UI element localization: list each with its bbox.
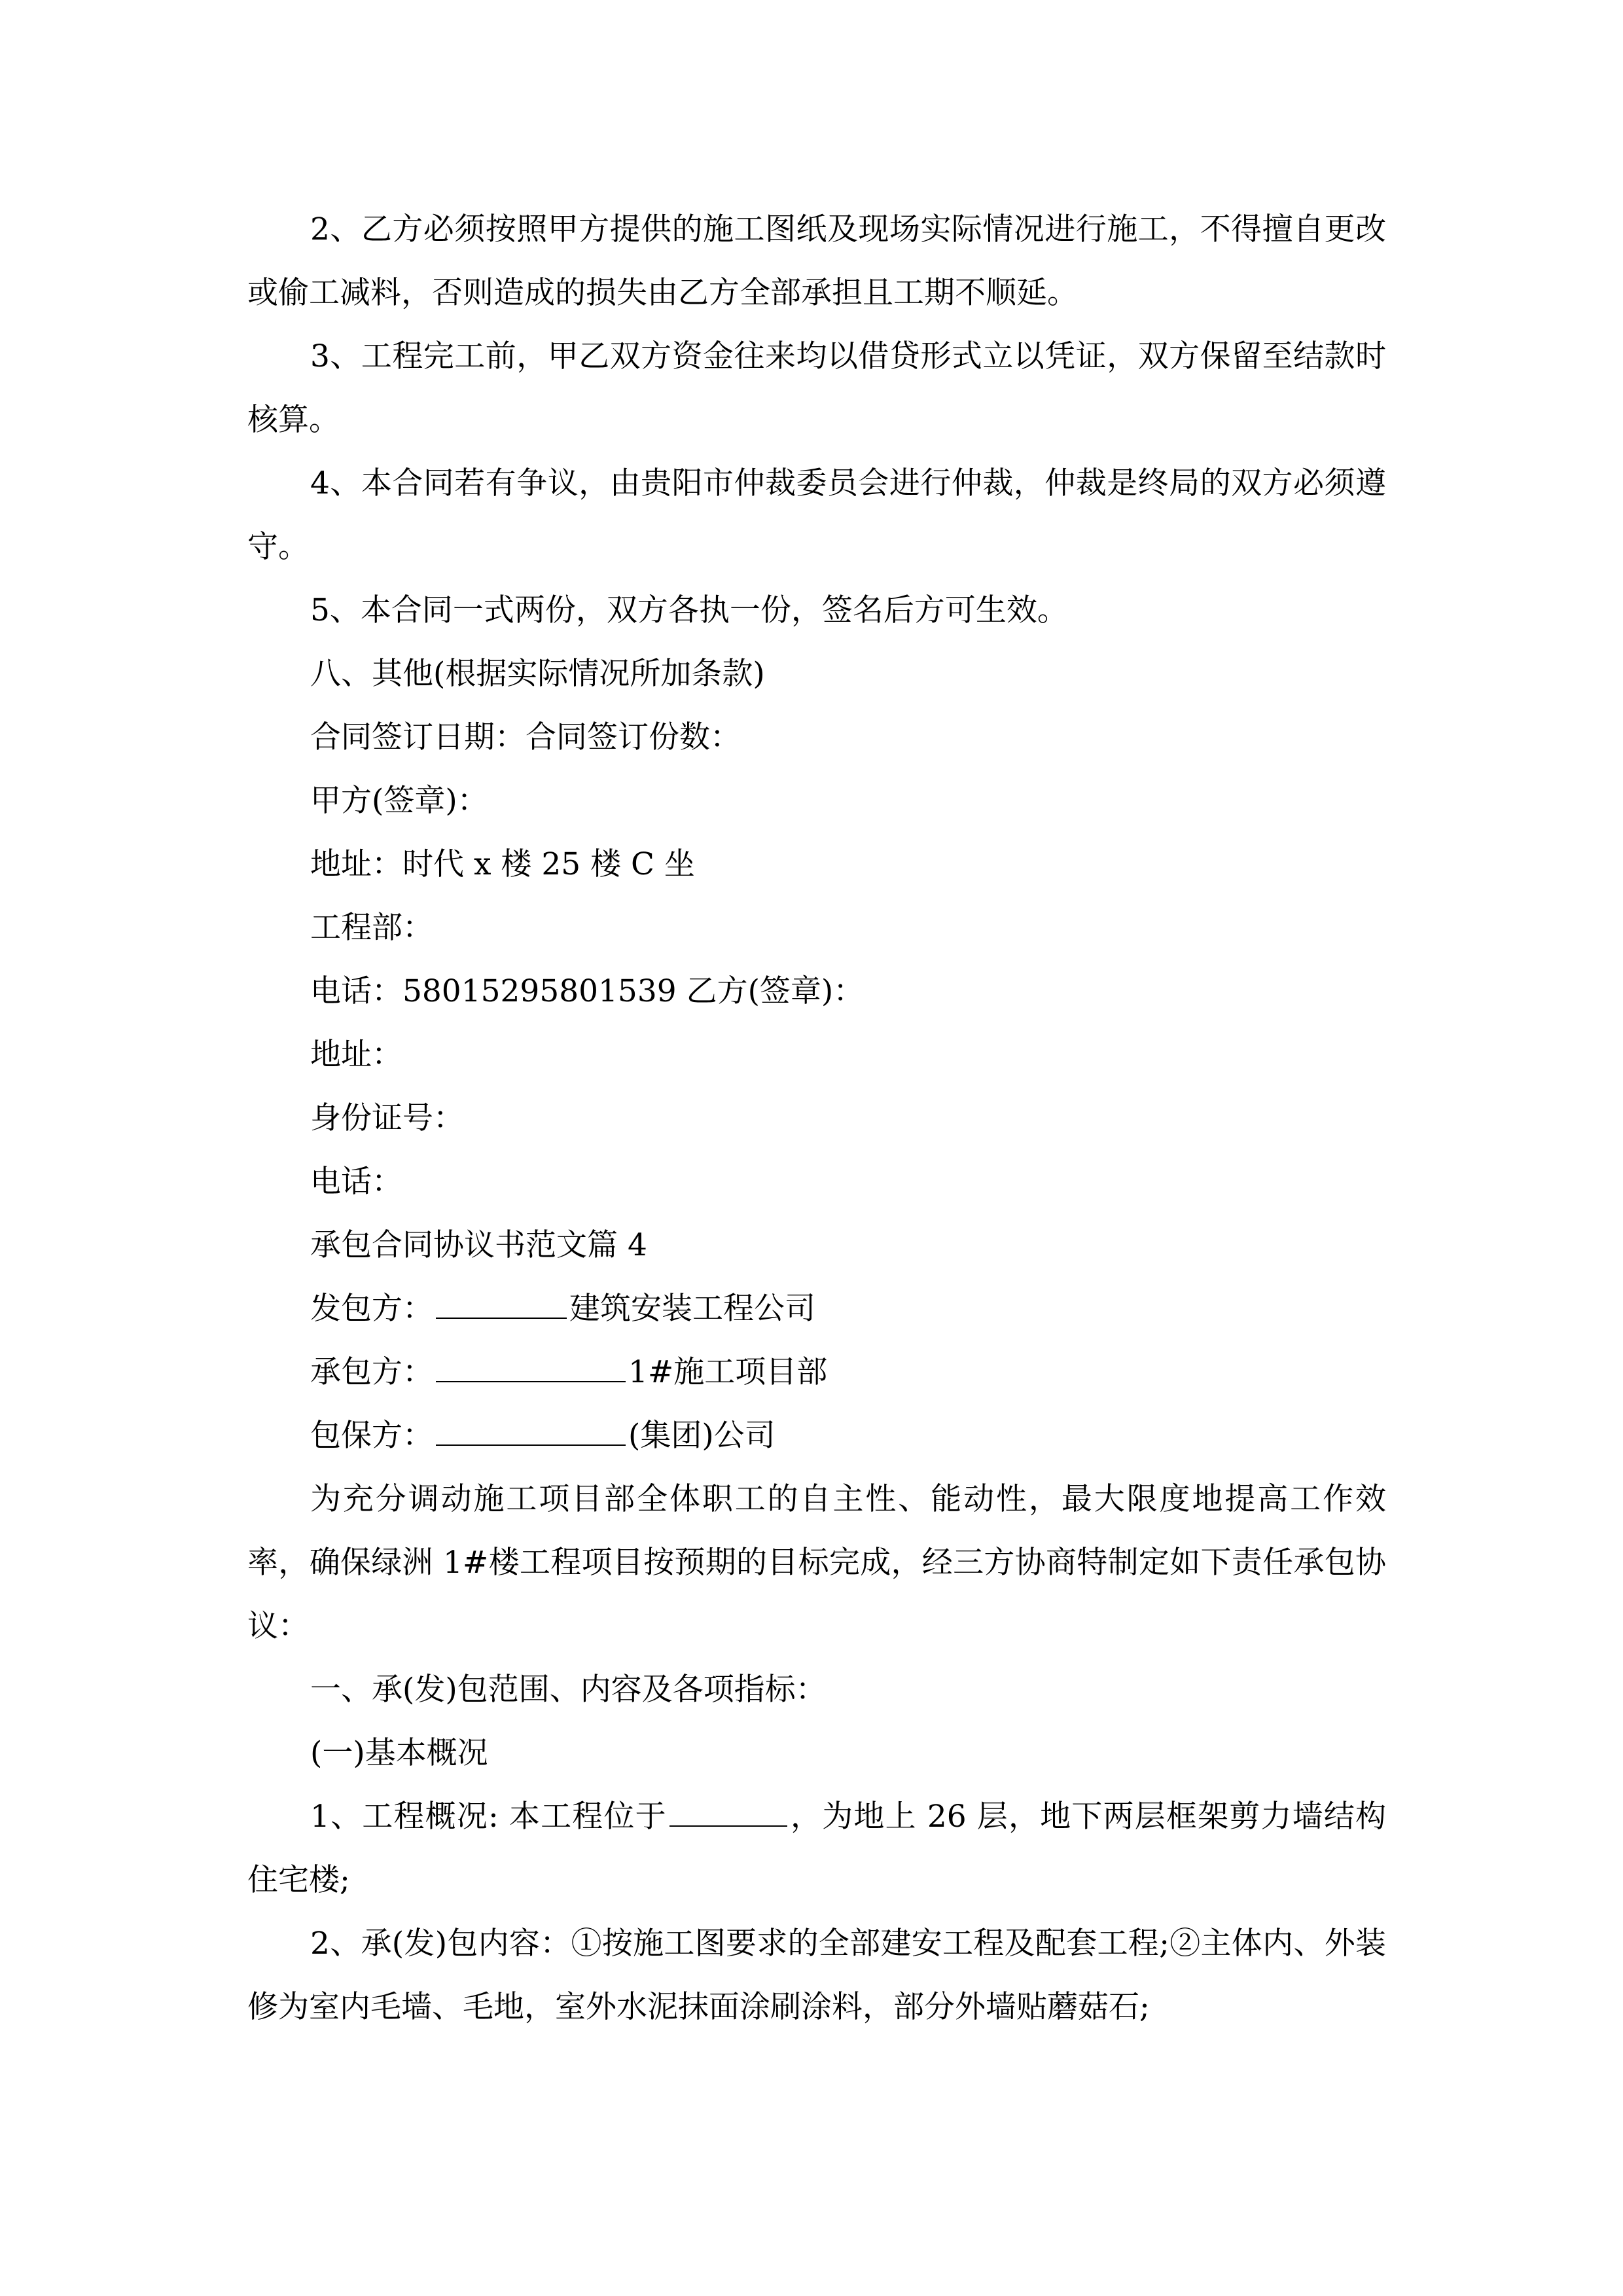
party-a-signature: 甲方(签章)： [310,783,488,819]
guarantor-value: (集团)公司 [628,1418,776,1454]
guarantor-label: 包保方： [310,1418,433,1454]
blank-line [669,1799,787,1827]
blank-line [436,1418,626,1446]
project-overview-end: ，为地上 26 层，地下两层框架剪力墙结构住宅楼; [247,1799,1386,1898]
contractor-receiver-line [247,1340,1386,1404]
party-b-phone: 电话： [310,1164,402,1200]
party-phone-line: 电话：58015295801539 乙方(签章)： [310,973,865,1009]
project-overview [247,1785,1386,1912]
contract-scope: 2、承(发)包内容：①按施工图要求的全部建安工程及配套工程;②主体内、外装修为室内毛墙、毛地，室外水泥抹面涂刷涂料，部分外墙贴蘑菇石; [247,1926,1386,2025]
contractor-receiver-label: 承包方： [310,1354,433,1390]
clause-2: 2、乙方必须按照甲方提供的施工图纸及现场实际情况进行施工，不得擅自更改或偷工减料，否则造成的损失由乙方全部承担且工期不顺延。 [247,211,1386,311]
clause-3: 3、工程完工前，甲乙双方资金往来均以借贷形式立以凭证，双方保留至结款时核算。 [247,338,1386,438]
project-overview-start: 1、工程概况: 本工程位于 [310,1799,667,1835]
contractor-issuer-line [247,1277,1386,1340]
contractor-issuer-value: 建筑安装工程公司 [569,1291,815,1327]
engineering-dept: 工程部： [310,910,433,946]
party-b-address: 地址： [310,1037,402,1073]
clause-4: 4、本合同若有争议，由贵阳市仲裁委员会进行仲裁，仲裁是终局的双方必须遵守。 [247,465,1386,565]
clause-5: 5、本合同一式两份，双方各执一份，签名后方可生效。 [310,592,1068,628]
intro-paragraph: 为充分调动施工项目部全体职工的自主性、能动性，最大限度地提高工作效率，确保绿洲 1#楼工程项目按预期的目标完成，经三方协商特制定如下责任承包协议： [247,1481,1386,1644]
party-b-id-number: 身份证号： [310,1100,464,1136]
subsection-1-heading: (一)基本概况 [310,1735,488,1771]
section-1-heading: 一、承(发)包范围、内容及各项指标： [310,1672,827,1708]
signing-date-line: 合同签订日期：合同签订份数： [310,719,741,755]
contractor-receiver-value: 1#施工项目部 [628,1354,828,1390]
section-8-heading: 八、其他(根据实际情况所加条款) [310,656,765,692]
party-a-address: 地址：时代 x 楼 25 楼 C 坐 [310,846,695,882]
article-title: 承包合同协议书范文篇 4 [310,1227,647,1263]
blank-line [436,1291,567,1319]
document-body [247,198,1386,2039]
blank-line [436,1355,626,1382]
guarantor-line [247,1404,1386,1467]
contractor-issuer-label: 发包方： [310,1291,433,1327]
